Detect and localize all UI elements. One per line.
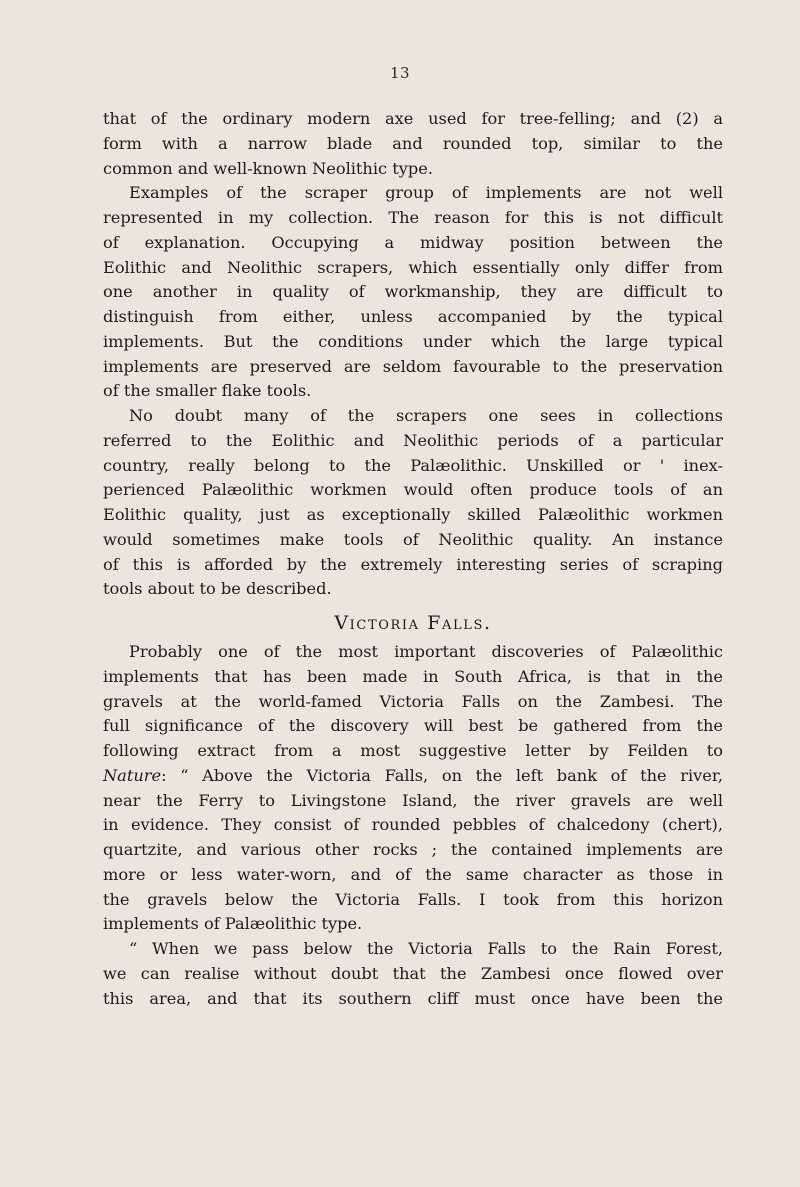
text-line: of explanation. Occupying a midway position between the (103, 232, 723, 252)
text-line: more or less water-worn, and of the same character as those in (103, 864, 723, 884)
text-line: of this is afforded by the extremely interesting series of scraping (103, 554, 723, 574)
text-line: this area, and that its southern cliff must once have been the (103, 988, 723, 1008)
text-line: that of the ordinary modern axe used for tree-felling; and (2) a (103, 109, 723, 128)
text-line: the gravels below the Victoria Falls. I took from this horizon (103, 889, 723, 909)
text-line: Examples of the scraper group of implements are not well (129, 183, 723, 203)
text-line: implements. But the conditions under which the large typical (103, 331, 723, 351)
text-line: form with a narrow blade and rounded top, similar to the (103, 133, 723, 153)
text-line: quartzite, and various other rocks ; the contained implements are (103, 840, 723, 859)
text-line: “ When we pass below the Victoria Falls to the Rain Forest, (129, 939, 723, 958)
text-line: Eolithic and Neolithic scrapers, which essentially only differ from (103, 257, 723, 277)
body-text (103, 107, 723, 1011)
text-line: represented in my collection. The reason for this is not difficult (103, 208, 723, 227)
text-line: of the smaller flake tools. (103, 381, 312, 401)
text-line: distinguish from either, unless accompanied by the typical (103, 307, 723, 326)
page-number: 13 (389, 64, 411, 82)
text-line: referred to the Eolithic and Neolithic periods of a particular (103, 430, 723, 450)
text-line: following extract from a most suggestive letter by Feilden to (103, 741, 723, 760)
text-line: common and well-known Neolithic type. (103, 158, 433, 178)
text-line: implements are preserved are seldom favourable to the preservation (103, 356, 723, 376)
text-line-with-citation (103, 764, 723, 789)
paragraph-5 (103, 937, 723, 1011)
text-line: one another in quality of workmanship, they are difficult to (103, 282, 723, 302)
quote-start: : “ Above the Victoria Falls, on the left bank of the river, (161, 765, 723, 785)
text-line: tools about to be described. (103, 579, 332, 599)
paragraph-4 (103, 640, 723, 937)
text-line: implements of Palæolithic type. (103, 914, 363, 934)
text-line: in evidence. They consist of rounded pebbles of chalcedony (chert), (103, 815, 723, 835)
text-line: implements that has been made in South Africa, is that in the (103, 666, 723, 686)
text-line: Probably one of the most important discoveries of Palæolithic (129, 642, 723, 661)
paragraph-3 (103, 404, 723, 602)
text-line: country, really belong to the Palæolithic. Unskilled or ' inex- (103, 455, 723, 475)
journal-name: Nature (103, 765, 162, 785)
text-line: near the Ferry to Livingstone Island, the river gravels are well (103, 790, 723, 810)
text-line: Eolithic quality, just as exceptionally skilled Palæolithic workmen (103, 505, 723, 524)
text-line: gravels at the world-famed Victoria Falls on the Zambesi. The (103, 691, 723, 711)
text-line: perienced Palæolithic workmen would often produce tools of an (103, 480, 723, 500)
text-line: would sometimes make tools of Neolithic quality. An instance (103, 529, 723, 549)
paragraph-2 (103, 181, 723, 404)
section-heading: Victoria Falls. (334, 612, 492, 634)
text-line: we can realise without doubt that the Zambesi once flowed over (103, 963, 723, 983)
text-line: No doubt many of the scrapers one sees in collections (129, 406, 723, 425)
paragraph-1 (103, 107, 723, 181)
text-line: full significance of the discovery will best be gathered from the (103, 716, 723, 736)
